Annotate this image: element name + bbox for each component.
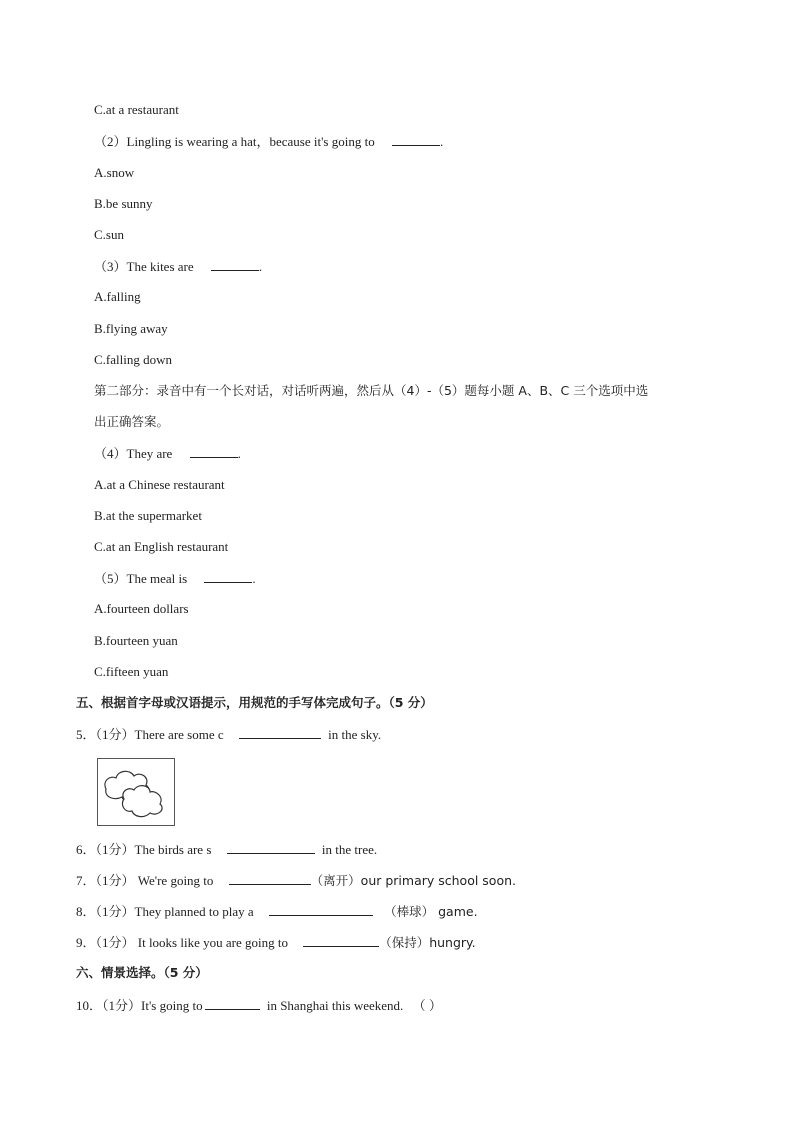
q10-blank[interactable] xyxy=(205,997,260,1010)
q4-option-a: A.at a Chinese restaurant xyxy=(94,477,225,492)
q5-listening-stem-text: （5）The meal is xyxy=(94,571,188,586)
q4-option-c: C.at an English restaurant xyxy=(94,539,229,554)
q9-text-b: （保持）hungry. xyxy=(379,935,476,950)
part2-instruction-line1: 第二部分：录音中有一个长对话，对话听两遍，然后从（4）-（5）题每小题 A、B、C 三个选项中选 xyxy=(94,383,649,398)
q3-stem xyxy=(94,258,262,275)
q3-stem-end: . xyxy=(258,259,263,274)
q6-line xyxy=(76,841,377,858)
part2-instruction-line2: 出正确答案。 xyxy=(94,414,170,429)
q7-blank[interactable] xyxy=(229,872,311,885)
q4-stem-text: （4）They are xyxy=(94,446,173,461)
q6-blank[interactable] xyxy=(227,841,315,854)
q2-stem xyxy=(94,133,443,150)
q2-option-b: B.be sunny xyxy=(94,196,153,211)
q4-stem-end: . xyxy=(237,446,241,461)
q7-text-a: 7．（1分） We're going to xyxy=(76,873,214,888)
q2-stem-end: . xyxy=(439,134,444,149)
q8-text-b: （棒球） game. xyxy=(384,904,478,919)
q5-fill-text-a: 5．（1分）There are some c xyxy=(76,727,224,742)
q9-blank[interactable] xyxy=(303,934,379,947)
clouds-picture xyxy=(97,758,175,826)
q5-listening-stem-end: . xyxy=(252,571,256,586)
q5-listening-stem xyxy=(94,570,256,587)
q3-answer-blank[interactable] xyxy=(211,258,259,271)
q5-listening-option-a: A.fourteen dollars xyxy=(94,601,189,616)
q10-line xyxy=(76,997,442,1014)
q10-text-b: in Shanghai this weekend. xyxy=(266,998,404,1013)
q9-text-a: 9．（1分） It looks like you are going to xyxy=(76,935,288,950)
q3-stem-text: （3）The kites are xyxy=(94,259,194,274)
q8-blank[interactable] xyxy=(269,903,373,916)
q7-line xyxy=(76,872,516,889)
q5-listening-option-b: B.fourteen yuan xyxy=(94,633,178,648)
q1-option-c: C.at a restaurant xyxy=(94,102,179,117)
section5-heading: 五、根据首字母或汉语提示，用规范的手写体完成句子。（5 分） xyxy=(76,695,433,710)
q3-option-b: B.flying away xyxy=(94,321,168,336)
clouds-icon xyxy=(98,759,174,825)
q8-line xyxy=(76,903,478,920)
q2-option-a: A.snow xyxy=(94,165,135,180)
q6-text-a: 6．（1分）The birds are s xyxy=(76,842,212,857)
q2-answer-blank[interactable] xyxy=(392,133,440,146)
q5-listening-answer-blank[interactable] xyxy=(204,570,252,583)
q4-answer-blank[interactable] xyxy=(190,445,238,458)
q6-text-b: in the tree. xyxy=(321,842,378,857)
q3-option-c: C.falling down xyxy=(94,352,172,367)
q4-stem xyxy=(94,445,241,462)
q2-stem-text: （2）Lingling is wearing a hat，because it's going to xyxy=(94,134,375,149)
q5-fill-line xyxy=(76,726,381,743)
q5-listening-option-c: C.fifteen yuan xyxy=(94,664,169,679)
q9-line xyxy=(76,934,476,951)
q5-fill-text-b: in the sky. xyxy=(328,727,382,742)
section6-heading: 六、情景选择。（5 分） xyxy=(76,965,208,980)
q7-text-b: （离开）our primary school soon. xyxy=(310,873,517,888)
q5-fill-blank[interactable] xyxy=(239,726,321,739)
q4-option-b: B.at the supermarket xyxy=(94,508,202,523)
q10-answer-paren[interactable]: （ ） xyxy=(412,998,442,1013)
q3-option-a: A.falling xyxy=(94,289,141,304)
q8-text-a: 8．（1分）They planned to play a xyxy=(76,904,254,919)
q10-text-a: 10．（1分）It's going to xyxy=(76,998,203,1013)
q2-option-c: C.sun xyxy=(94,227,124,242)
